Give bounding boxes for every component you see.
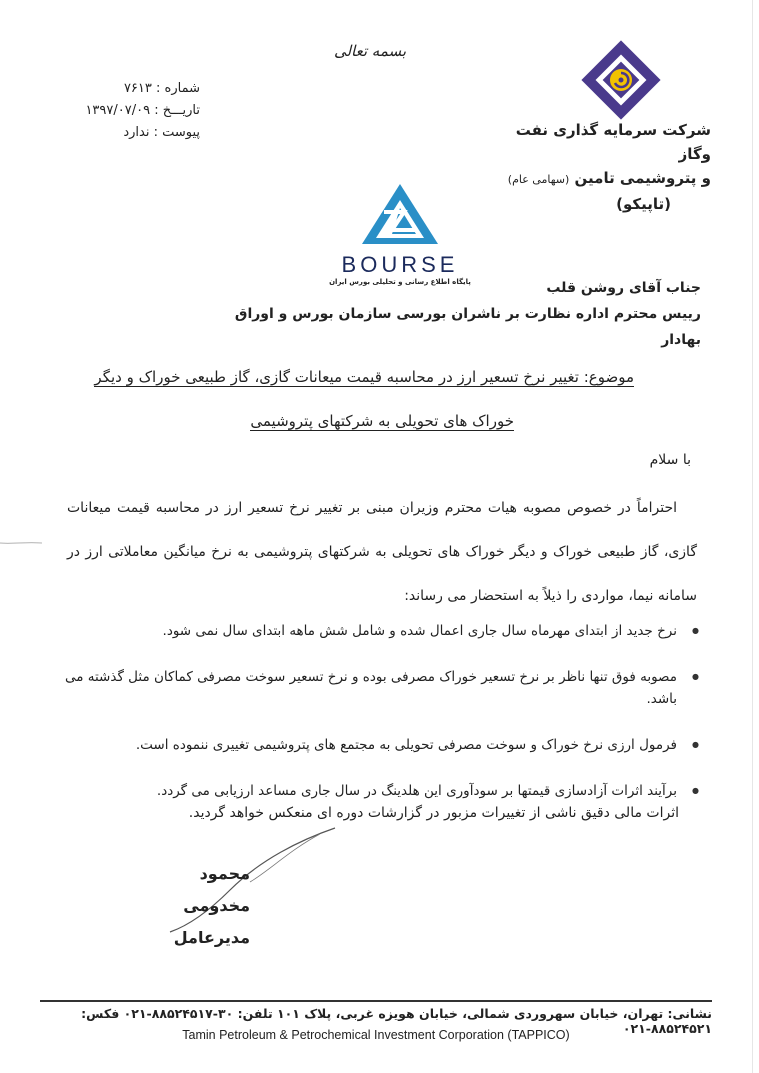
recipient-name: جناب آقای روشن قلب (546, 280, 701, 296)
list-item: ● برآیند اثرات آزادسازی قیمتها بر سودآوری این هلدینگ در سال جاری مساعد ارزیابی می گردد. (59, 780, 699, 802)
company-name-main: و پتروشیمی تامین (574, 169, 711, 187)
recipient-title: رییس محترم اداره نظارت بر ناشران بورسی سازمان بورس و اوراق بهادار (234, 306, 701, 348)
margin-pen-mark-icon (0, 540, 42, 546)
footer-address: نشانی: تهران، خیابان سهروردی شمالی، خیابان هویزه غربی، پلاک ۱۰۱ تلفن: ۳۰-۸۸۵۲۴۵۱۷-۰۲۱ فکس: ۸۸۵۲۴۵۲۱-۰۲۱ (81, 1006, 712, 1036)
footer-divider (40, 1000, 712, 1002)
list-item: ● فرمول ارزی نرخ خوراک و سوخت مصرفی تحویلی به مجتمع های پتروشیمی تغییری ننموده است. (59, 734, 699, 756)
closing-sentence: اثرات مالی دقیق ناشی از تغییرات مزبور در گزارشات دوره ای منعکس خواهد گردید. (188, 805, 679, 821)
scan-edge-line (752, 0, 753, 1073)
subject-block (74, 355, 634, 443)
bourse-watermark-logo (300, 182, 500, 286)
signer-block (130, 858, 250, 954)
subject-line2: خوراک های تحویلی به شرکتهای پتروشیمی (250, 412, 514, 430)
bourse-logo-caption: پایگاه اطلاع رسانی و تحلیلی بورس ایران (329, 278, 471, 286)
bourse-triangle-icon (300, 182, 500, 252)
company-abbrev: (تاپیکو) (616, 195, 671, 213)
tappico-logo-icon (579, 38, 663, 122)
footer-company-english: Tamin Petroleum & Petrochemical Investment Corporation (TAPPICO) (182, 1028, 570, 1042)
body-paragraph: احتراماً در خصوص مصوبه هیات محترم وزیران مبنی بر تغییر نرخ تسعیر ارز در محاسبه قیمت میعانات گازی، گاز طبیعی خوراک و دیگر خوراک های تحویلی به شرکتهای پتروشیمی به نرخ میانگین معاملاتی ارز در سامانه نیما، مواردی را ذیلاً به استحضار می رساند: (67, 500, 697, 604)
letter-meta (70, 78, 200, 144)
letter-date: تاریـــخ : ۱۳۹۷/۰۷/۰۹ (85, 103, 200, 118)
company-name-block (491, 118, 711, 216)
company-name-line2 (491, 166, 711, 192)
salutation: با سلام (649, 452, 691, 468)
signer-title: مدیرعامل (173, 928, 250, 947)
basmala-heading: بسمه تعالی (333, 42, 407, 60)
company-type: (سهامی عام) (507, 173, 570, 186)
signer-name: محمود مخدومی (183, 864, 250, 915)
letter-number: شماره : ۷۶۱۳ (123, 81, 200, 96)
bourse-logo-text: BOURSE (341, 252, 459, 277)
list-item: ● مصوبه فوق تنها ناظر بر نرخ تسعیر خوراک مصرفی بوده و نرخ تسعیر سوخت مصرفی کماکان مثل گذشته می باشد. (59, 666, 699, 710)
list-item: ● نرخ جدید از ابتدای مهرماه سال جاری اعمال شده و شامل شش ماهه ابتدای سال نمی شود. (59, 620, 699, 642)
bullet-list (59, 620, 699, 826)
subject-line1: موضوع: تغییر نرخ تسعیر ارز در محاسبه قیمت میعانات گازی، گاز طبیعی خوراک و دیگر (94, 368, 634, 386)
recipient-block (201, 275, 701, 353)
company-name-line1: شرکت سرمایه گذاری نفت وگاز (515, 121, 711, 163)
letter-attachment: پیوست : ندارد (123, 125, 200, 140)
